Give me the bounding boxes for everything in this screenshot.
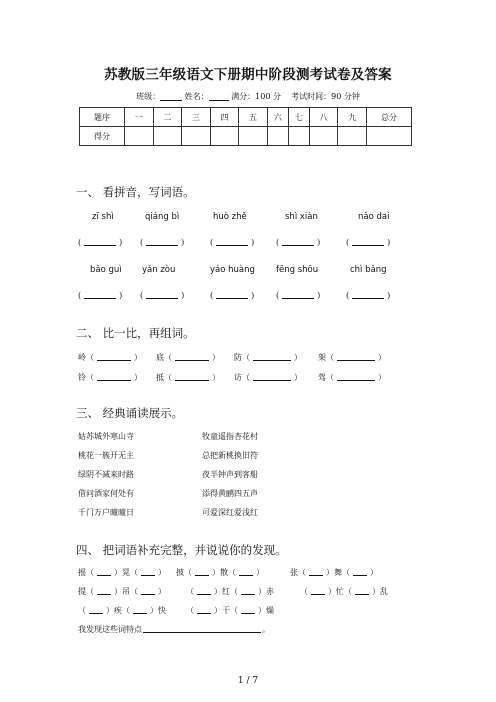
score-table-header bbox=[80, 108, 412, 127]
answer-blank[interactable]: ( ) bbox=[78, 291, 123, 300]
fill-word[interactable]: 张（ ）舞（ ） bbox=[290, 568, 378, 577]
pinyin: zī shì bbox=[92, 212, 114, 222]
score-cell[interactable] bbox=[125, 127, 154, 146]
header-cell: 六 bbox=[267, 108, 288, 127]
discovery-line[interactable]: 我发现这些词特点 。 bbox=[78, 625, 270, 634]
page-title: 苏教版三年级语文下册期中阶段测考试卷及答案 bbox=[104, 67, 392, 83]
answer-blank[interactable]: ( ) bbox=[276, 291, 321, 300]
header-cell: 一 bbox=[125, 108, 154, 127]
poem-line[interactable]: 添得黄鹂四五声 bbox=[202, 489, 258, 498]
full-score: 满分：100 分 bbox=[231, 92, 281, 101]
pinyin: shì xiàn bbox=[285, 212, 318, 222]
header-cell: 二 bbox=[153, 108, 182, 127]
section1-heading: 一、 看拼音，写词语。 bbox=[76, 185, 195, 199]
class-label: 班级： bbox=[136, 92, 161, 101]
compare-item[interactable]: 架（ ） bbox=[318, 353, 386, 362]
pinyin: fēng shōu bbox=[276, 265, 319, 275]
pinyin: chì bǎng bbox=[350, 265, 387, 275]
section3-heading: 三、 经典诵读展示。 bbox=[76, 406, 184, 420]
compare-item[interactable]: 驾（ ） bbox=[318, 373, 386, 382]
score-cell[interactable] bbox=[288, 127, 309, 146]
fill-word[interactable]: 提（ ）吊（ ） bbox=[78, 587, 166, 596]
header-cell: 四 bbox=[210, 108, 239, 127]
row-label: 得分 bbox=[80, 127, 125, 146]
page-number: 1 / 7 bbox=[237, 676, 259, 686]
fill-word[interactable]: 摇（ ）晃（ ） bbox=[78, 568, 166, 577]
header-cell: 七 bbox=[288, 108, 309, 127]
fill-word[interactable]: （ ）忙（ ）乱 bbox=[300, 587, 388, 596]
poem-line[interactable]: 姑苏城外寒山寺 bbox=[78, 432, 134, 441]
answer-blank[interactable]: ( ) bbox=[210, 238, 255, 247]
section4-heading: 四、 把词语补充完整，并说说你的发现。 bbox=[76, 543, 287, 557]
score-cell[interactable] bbox=[309, 127, 338, 146]
answer-blank[interactable]: ( ) bbox=[140, 238, 185, 247]
name-blank bbox=[209, 91, 229, 101]
header-cell: 题序 bbox=[80, 108, 125, 127]
compare-item[interactable]: 岭（ ） bbox=[78, 353, 142, 362]
pinyin: bǎo guì bbox=[90, 265, 122, 275]
compare-item[interactable]: 防（ ） bbox=[234, 353, 302, 362]
answer-blank[interactable]: ( ) bbox=[346, 238, 391, 247]
name-label: 姓名： bbox=[184, 92, 209, 101]
score-table bbox=[79, 107, 412, 146]
poem-line[interactable]: 总把新桃换旧符 bbox=[202, 451, 258, 460]
compare-item[interactable]: 铃（ ） bbox=[78, 373, 142, 382]
fill-word[interactable]: （ ）干（ ）燥 bbox=[186, 606, 274, 615]
header-cell: 九 bbox=[338, 108, 367, 127]
compare-item[interactable]: 抵（ ） bbox=[156, 373, 220, 382]
exam-info bbox=[0, 91, 496, 102]
score-table-row bbox=[80, 127, 412, 146]
header-cell: 五 bbox=[239, 108, 268, 127]
poem-line[interactable]: 绿阴不减来时路 bbox=[78, 470, 134, 479]
pinyin: nǎo dai bbox=[358, 212, 390, 222]
fill-word[interactable]: （ ）疾（ ）快 bbox=[78, 606, 166, 615]
score-cell[interactable] bbox=[338, 127, 367, 146]
score-cell[interactable] bbox=[153, 127, 182, 146]
answer-blank[interactable]: ( ) bbox=[276, 238, 321, 247]
fill-word[interactable]: 披（ ）散（ ） bbox=[176, 568, 264, 577]
answer-blank[interactable]: ( ) bbox=[140, 291, 185, 300]
poem-line[interactable]: 牧童遥指杏花村 bbox=[202, 432, 258, 441]
header-cell: 总分 bbox=[367, 108, 412, 127]
pinyin: huò zhě bbox=[213, 212, 247, 222]
pinyin: yáo huàng bbox=[210, 265, 255, 275]
score-cell[interactable] bbox=[210, 127, 239, 146]
score-cell[interactable] bbox=[367, 127, 412, 146]
poem-line[interactable]: 千门万户曈曈日 bbox=[78, 508, 134, 517]
compare-item[interactable]: 底（ ） bbox=[156, 353, 220, 362]
class-blank bbox=[160, 91, 182, 101]
poem-line[interactable]: 桃花一簇开无主 bbox=[78, 451, 134, 460]
exam-time: 考试时间：90 分钟 bbox=[291, 92, 360, 101]
fill-word[interactable]: （ ）红（ ）赤 bbox=[186, 587, 274, 596]
poem-line[interactable]: 夜半钟声到客船 bbox=[202, 470, 258, 479]
score-cell[interactable] bbox=[239, 127, 268, 146]
poem-line[interactable]: 可爱深红爱浅红 bbox=[202, 508, 258, 517]
answer-blank[interactable]: ( ) bbox=[346, 291, 391, 300]
score-cell[interactable] bbox=[182, 127, 211, 146]
pinyin: yǎn zòu bbox=[142, 265, 176, 275]
answer-blank[interactable]: ( ) bbox=[78, 238, 123, 247]
compare-item[interactable]: 访（ ） bbox=[234, 373, 302, 382]
answer-blank[interactable]: ( ) bbox=[210, 291, 255, 300]
score-cell[interactable] bbox=[267, 127, 288, 146]
section2-heading: 二、 比一比，再组词。 bbox=[76, 326, 195, 340]
pinyin: qiáng bì bbox=[145, 212, 180, 222]
header-cell: 三 bbox=[182, 108, 211, 127]
header-cell: 八 bbox=[309, 108, 338, 127]
poem-line[interactable]: 借问酒家何处有 bbox=[78, 489, 134, 498]
